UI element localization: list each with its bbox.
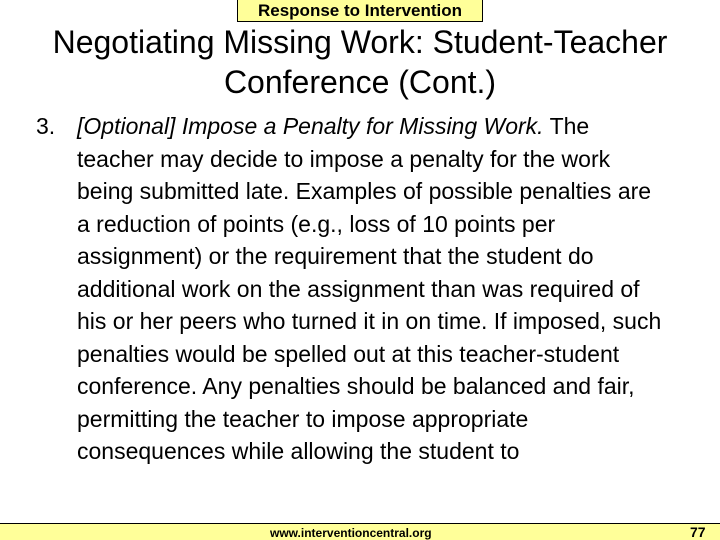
list-item-number: 3. [36,113,56,139]
header-banner-text: Response to Intervention [257,1,463,20]
header-banner [237,0,483,22]
list-item-text [77,110,667,468]
list-item [36,110,676,468]
slide-title: Negotiating Missing Work: Student-Teacher Conference (Cont.) [52,24,668,100]
page-number: 77 [690,524,706,540]
list-item-heading: [Optional] Impose a Penalty for Missing Work. [77,113,544,139]
footer-url-link[interactable]: www.interventioncentral.org [270,526,432,540]
list-item-body: The teacher may decide to impose a penalty for the work being submitted late. Examples of possible penalties are a reduction of points (e.g., loss of 10 points per assignment) or the requirement that the student do additional work on the assignment than was required of his or her peers who turned it in on time. If imposed, such penalties would be spelled out at this teacher-student conference. Any penalties should be balanced and fair, permitting the teacher to impose appropriate consequences while allowing the student to [77,113,662,464]
